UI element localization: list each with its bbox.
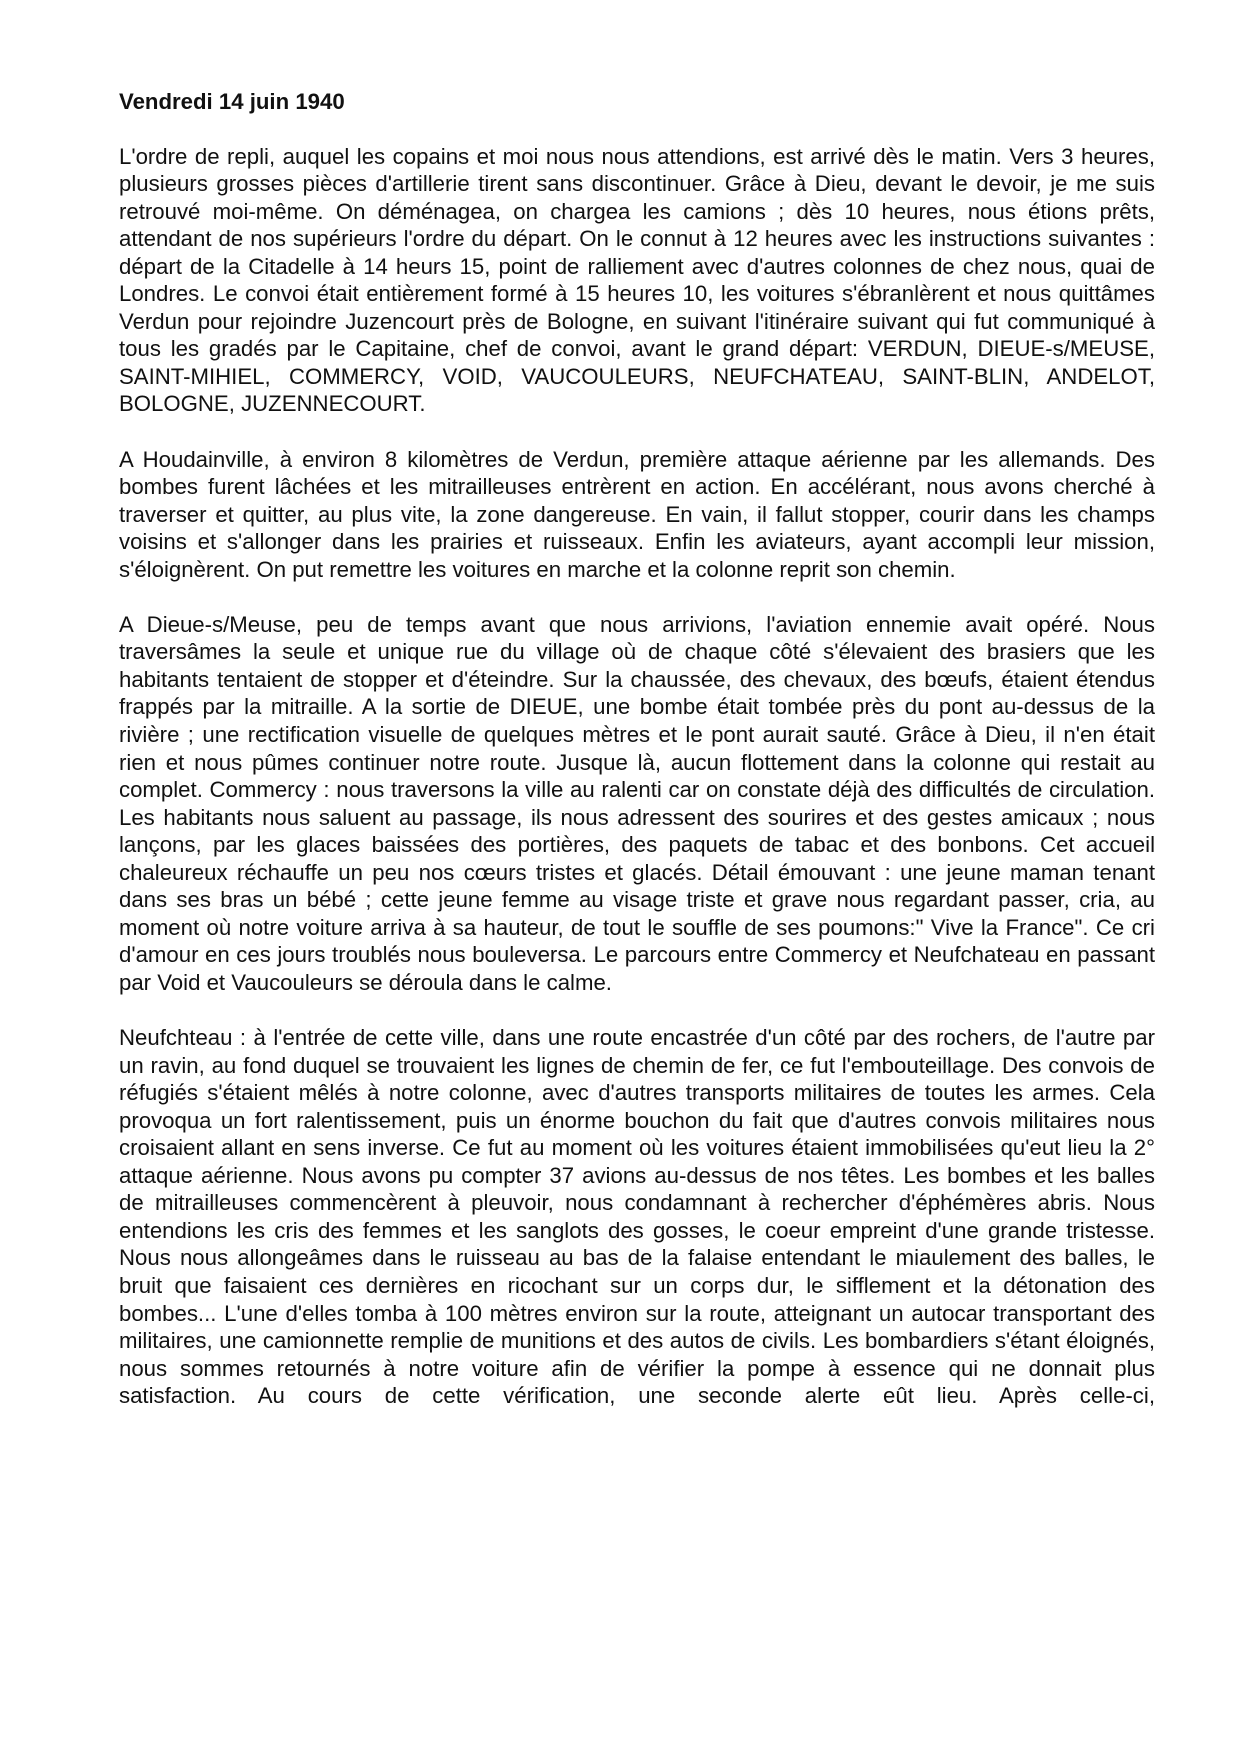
paragraph-departure: L'ordre de repli, auquel les copains et moi nous nous attendions, est arrivé dès le matin. Vers 3 heures, plusieurs grosses pièces d'artillerie tirent sans discontinuer. Grâce à Dieu, devant le devoir, je me suis retrouvé moi-même. On déménagea, on chargea les camions ; dès 10 heures, nous étions prêts, attendant de nos supérieurs l'ordre du départ. On le connut à 12 heures avec les instructions suivantes : départ de la Citadelle à 14 heurs 15, point de ralliement avec d'autres colonnes de chez nous, quai de Londres. Le convoi était entièrement formé à 15 heures 10, les voitures s'ébranlèrent et nous quittâmes Verdun pour rejoindre Juzencourt près de Bologne, en suivant l'itinéraire suivant qui fut communiqué à tous les gradés par le Capitaine, chef de convoi, avant le grand départ: VERDUN, DIEUE-s/MEUSE, SAINT-MIHIEL, COMMERCY, VOID, VAUCOULEURS, NEUFCHATEAU, SAINT-BLIN, ANDELOT, BOLOGNE, JUZENNECOURT. <box>119 143 1155 417</box>
paragraph-houdainville: A Houdainville, à environ 8 kilomètres de Verdun, première attaque aérienne par les allemands. Des bombes furent lâchées et les mitrailleuses entrèrent en action. En accélérant, nous avons cherché à traverser et quitter, au plus vite, la zone dangereuse. En vain, il fallut stopper, courir dans les champs voisins et s'allonger dans les prairies et ruisseaux. Enfin les aviateurs, ayant accompli leur mission, s'éloignèrent. On put remettre les voitures en marche et la colonne reprit son chemin. <box>119 446 1155 582</box>
paragraph-dieue: A Dieue-s/Meuse, peu de temps avant que nous arrivions, l'aviation ennemie avait opéré. Nous traversâmes la seule et unique rue du village où de chaque côté s'élevaient des brasiers que les habitants tentaient de stopper et d'éteindre. Sur la chaussée, des chevaux, des bœufs, étaient étendus frappés par la mitraille. A la sortie de DIEUE, une bombe était tombée près du pont au-dessus de la rivière ; une rectification visuelle de quelques mètres et le pont aurait sauté. Grâce à Dieu, il n'en était rien et nous pûmes continuer notre route. Jusque là, aucun flottement dans la colonne qui restait au complet. Commercy : nous traversons la ville au ralenti car on constate déjà des difficultés de circulation. Les habitants nous saluent au passage, ils nous adressent des sourires et des gestes amicaux ; nous lançons, par les glaces baissées des portières, des paquets de tabac et des bonbons. Cet accueil chaleureux réchauffe un peu nos cœurs tristes et glacés. Détail émouvant : une jeune maman tenant dans ses bras un bébé ; cette jeune femme au visage triste et grave nous regardant passer, cria, au moment où notre voiture arriva à sa hauteur, de tout le souffle de ses poumons:" Vive la France". Ce cri d'amour en ces jours troublés nous bouleversa. Le parcours entre Commercy et Neufchateau en passant par Void et Vaucouleurs se déroula dans le calme. <box>119 611 1155 995</box>
date-heading: Vendredi 14 juin 1940 <box>119 89 345 114</box>
paragraph-neufchateau: Neufchteau : à l'entrée de cette ville, dans une route encastrée d'un côté par des rochers, de l'autre par un ravin, au fond duquel se trouvaient les lignes de chemin de fer, ce fut l'embouteillage. Des convois de réfugiés s'étaient mêlés à notre colonne, avec d'autres transports militaires de toutes les armes. Cela provoqua un fort ralentissement, puis un énorme bouchon du fait que d'autres convois militaires nous croisaient allant en sens inverse. Ce fut au moment où les voitures étaient immobilisées qu'eut lieu la 2° attaque aérienne. Nous avons pu compter 37 avions au-dessus de nos têtes. Les bombes et les balles de mitrailleuses commencèrent à pleuvoir, nous condamnant à rechercher d'éphémères abris. Nous entendions les cris des femmes et les sanglots des gosses, le coeur empreint d'une grande tristesse. Nous nous allongeâmes dans le ruisseau au bas de la falaise entendant le miaulement des balles, le bruit que faisaient ces dernières en ricochant sur un corps dur, le sifflement et la détonation des bombes... L'une d'elles tomba à 100 mètres environ sur la route, atteignant un autocar transportant des militaires, une camionnette remplie de munitions et des autos de civils. Les bombardiers s'étant éloignés, nous sommes retournés à notre voiture afin de vérifier la pompe à essence qui ne donnait plus satisfaction. Au cours de cette vérification, une seconde alerte eût lieu. Après celle-ci, <box>119 1025 1155 1409</box>
document-page <box>119 88 1155 1410</box>
